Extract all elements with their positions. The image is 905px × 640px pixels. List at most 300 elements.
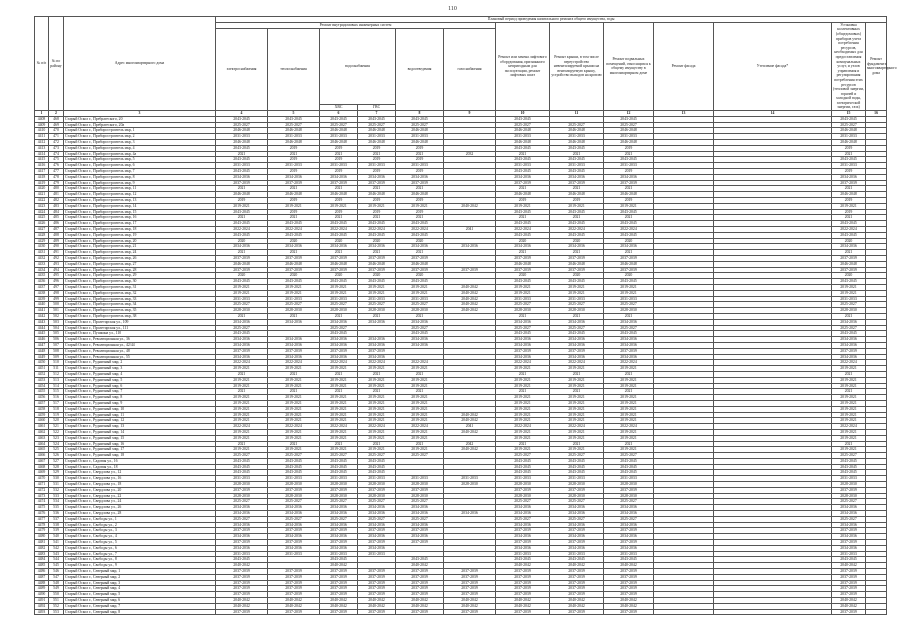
column-number: 7	[358, 111, 396, 117]
period-cell: 2043-2045	[496, 145, 550, 151]
period-cell: 2040-2042	[832, 603, 866, 609]
period-cell: 2025-2027	[396, 453, 444, 459]
address-cell: Старый Оскол г., Свободы ул., 7	[64, 551, 216, 557]
period-cell: 2040-2042	[444, 598, 496, 604]
period-cell: 2031-2033	[358, 551, 396, 557]
period-cell: 2037-2039	[358, 609, 396, 615]
period-cell: 2025-2027	[268, 516, 320, 522]
region-number: 495	[49, 273, 64, 279]
period-cell: 2025-2027	[268, 453, 320, 459]
period-cell: 2019-2021	[216, 400, 268, 406]
period-cell: 2021	[268, 313, 320, 319]
row-number: 4450	[35, 360, 49, 366]
row-number: 4472	[35, 487, 49, 493]
period-cell: 2043-2045	[396, 557, 444, 563]
period-cell: 2019-2021	[358, 203, 396, 209]
period-cell: 2037-2039	[358, 586, 396, 592]
period-cell: 2020	[358, 273, 396, 279]
period-cell: 2019-2021	[396, 366, 444, 372]
period-cell: 2021	[396, 215, 444, 221]
period-cell: 2043-2045	[832, 464, 866, 470]
period-cell: 2028-2030	[396, 493, 444, 499]
address-cell: Старый Оскол г., Рудничный мкр, 7	[64, 389, 216, 395]
period-cell: 2021	[268, 389, 320, 395]
period-cell: 2043-2045	[216, 557, 268, 563]
period-cell: 2022-2024	[396, 360, 444, 366]
address-cell: Старый Оскол г., Приборостроитель мкр, 20	[64, 238, 216, 244]
period-cell: 2019-2021	[216, 290, 268, 296]
period-cell: 2019-2021	[320, 366, 358, 372]
period-cell: 2019-2021	[496, 366, 550, 372]
period-cell: 2021	[358, 250, 396, 256]
period-cell: 2021	[216, 215, 268, 221]
region-number: 520	[49, 418, 64, 424]
period-cell: 2019-2021	[496, 435, 550, 441]
row-number: 4420	[35, 186, 49, 192]
hot-water-header: ГВС	[358, 105, 396, 111]
address-cell: Старый Оскол г., Северный мкр, 6	[64, 598, 216, 604]
period-cell: 2021	[358, 441, 396, 447]
region-number: 477	[49, 169, 64, 175]
row-number: 4459	[35, 412, 49, 418]
address-cell: Старый Оскол г., Пребрагеского, 20	[64, 116, 216, 122]
period-cell: 2019-2021	[550, 418, 604, 424]
period-cell: 2028-2030	[268, 482, 320, 488]
row-number: 4482	[35, 545, 49, 551]
period-cell: 2019-2021	[604, 406, 654, 412]
period-cell: 2037-2039	[396, 574, 444, 580]
region-number: 478	[49, 174, 64, 180]
period-cell: 2019-2021	[396, 383, 444, 389]
address-cell: Старый Оскол г., Рудничный мкр, 18	[64, 453, 216, 459]
period-cell: 2043-2045	[268, 470, 320, 476]
period-cell: 2037-2039	[832, 609, 866, 615]
address-cell: Старый Оскол г., Приборостроитель мкр, 31	[64, 284, 216, 290]
period-cell: 2022-2024	[832, 227, 866, 233]
row-number: 4475	[35, 505, 49, 511]
period-cell: 2031-2033	[396, 163, 444, 169]
address-cell: Старый Оскол г., Приборостроитель мкр, 6	[64, 163, 216, 169]
address-cell: Старый Оскол г., Приборостроитель мкр, 21	[64, 244, 216, 250]
period-cell: 2019-2021	[358, 284, 396, 290]
period-cell: 2020	[396, 273, 444, 279]
region-number: 481	[49, 192, 64, 198]
period-cell: 2037-2039	[832, 592, 866, 598]
period-cell: 2043-2045	[550, 279, 604, 285]
row-number: 4408	[35, 116, 49, 122]
row-number: 4471	[35, 482, 49, 488]
period-cell: 2043-2045	[320, 279, 358, 285]
period-cell: 2037-2039	[216, 180, 268, 186]
period-cell: 2043-2045	[396, 279, 444, 285]
row-number: 4493	[35, 609, 49, 615]
period-cell: 2043-2045	[320, 331, 358, 337]
period-cell: 2043-2045	[358, 232, 396, 238]
period-cell: 2019-2021	[832, 203, 866, 209]
period-cell: 2031-2033	[268, 296, 320, 302]
period-cell: 2028-2030	[396, 482, 444, 488]
period-cell: 2037-2039	[496, 592, 550, 598]
period-cell: 2019-2021	[320, 412, 358, 418]
period-cell: 2019	[268, 157, 320, 163]
period-cell: 2019-2021	[550, 395, 604, 401]
row-number: 4463	[35, 435, 49, 441]
period-cell: 2025-2027	[832, 453, 866, 459]
period-cell: 2019-2021	[604, 395, 654, 401]
period-cell: 2028-2030	[496, 308, 550, 314]
row-number: 4440	[35, 302, 49, 308]
period-cell: 2043-2045	[604, 209, 654, 215]
period-cell: 2034-2036	[396, 174, 444, 180]
period-cell: 2034-2036	[832, 337, 866, 343]
period-cell: 2034-2036	[396, 511, 444, 517]
period-cell: 2021	[268, 186, 320, 192]
period-cell: 2031-2033	[320, 296, 358, 302]
period-cell: 2021	[358, 389, 396, 395]
region-number: 544	[49, 557, 64, 563]
row-number: 4416	[35, 163, 49, 169]
row-number: 4487	[35, 574, 49, 580]
period-cell: 2034-2036	[550, 505, 604, 511]
address-cell: Старый Оскол г., Приборостроитель мкр, 4а	[64, 151, 216, 157]
period-cell: 2037-2039	[320, 267, 358, 273]
period-cell: 2019-2021	[832, 400, 866, 406]
region-number: 497	[49, 284, 64, 290]
period-cell: 2043-2045	[496, 221, 550, 227]
period-cell: 2037-2039	[268, 267, 320, 273]
period-cell: 2043-2045	[496, 331, 550, 337]
period-cell: 2043-2045	[216, 232, 268, 238]
period-cell: 2034-2036	[604, 319, 654, 325]
period-cell: 2021	[320, 186, 358, 192]
period-cell: 2028-2030	[216, 493, 268, 499]
address-cell: Старый Оскол г., Рудничный мкр, 15	[64, 435, 216, 441]
period-cell: 2022-2024	[832, 360, 866, 366]
period-cell: 2019-2021	[216, 429, 268, 435]
region-number: 528	[49, 464, 64, 470]
period-cell: 2037-2039	[496, 574, 550, 580]
region-number: 498	[49, 290, 64, 296]
region-number: 533	[49, 493, 64, 499]
period-cell: 2019-2021	[358, 447, 396, 453]
region-number: 521	[49, 424, 64, 430]
region-number: 475	[49, 157, 64, 163]
period-cell: 2031-2033	[496, 476, 550, 482]
period-cell: 2019-2021	[832, 383, 866, 389]
period-cell: 2019-2021	[496, 406, 550, 412]
period-cell: 2040-2042	[444, 418, 496, 424]
period-cell: 2043-2045	[320, 232, 358, 238]
period-cell: 2046-2048	[358, 140, 396, 146]
period-cell: 2043-2045	[832, 232, 866, 238]
period-cell: 2025-2027	[216, 325, 268, 331]
period-cell: 2025-2027	[396, 325, 444, 331]
period-cell: 2037-2039	[550, 180, 604, 186]
period-cell: 2037-2039	[396, 592, 444, 598]
col-region-no-header: № по району	[49, 17, 64, 111]
period-cell: 2021	[320, 441, 358, 447]
region-number: 510	[49, 360, 64, 366]
period-cell: 2043-2045	[496, 557, 550, 563]
period-cell: 2043-2045	[216, 331, 268, 337]
address-cell: Старый Оскол г., Рудничный мкр, 8	[64, 395, 216, 401]
period-cell: 2019-2021	[550, 383, 604, 389]
period-cell: 2025-2027	[396, 122, 444, 128]
period-cell: 2028-2030	[832, 308, 866, 314]
period-cell: 2031-2033	[832, 296, 866, 302]
period-cell: 2019	[320, 198, 358, 204]
period-cell: 2025-2027	[268, 122, 320, 128]
period-cell: 2034-2036	[358, 319, 396, 325]
period-cell: 2019-2021	[604, 412, 654, 418]
period-cell: 2020	[604, 238, 654, 244]
row-number: 4424	[35, 209, 49, 215]
period-cell: 2040-2042	[358, 603, 396, 609]
period-cell: 2037-2039	[604, 267, 654, 273]
period-cell: 2019-2021	[396, 412, 444, 418]
row-number: 4433	[35, 261, 49, 267]
period-cell: 2021	[550, 313, 604, 319]
period-cell: 2019-2021	[320, 377, 358, 383]
column-number: 1	[35, 111, 49, 117]
row-number: 4430	[35, 244, 49, 250]
period-cell: 2021	[604, 371, 654, 377]
period-cell: 2034-2036	[216, 522, 268, 528]
period-cell: 2022-2024	[550, 424, 604, 430]
period-cell: 2025-2027	[832, 499, 866, 505]
period-cell: 2043-2045	[358, 221, 396, 227]
row-number: 4445	[35, 331, 49, 337]
period-cell: 2019-2021	[496, 412, 550, 418]
period-cell: 2019-2021	[496, 284, 550, 290]
period-cell: 2019	[396, 145, 444, 151]
address-cell: Старый Оскол г., Рудничный мкр, 9	[64, 400, 216, 406]
period-cell: 2031-2033	[604, 476, 654, 482]
period-cell: 2025-2027	[604, 325, 654, 331]
period-cell: 2019	[832, 169, 866, 175]
period-cell: 2043-2045	[216, 169, 268, 175]
period-cell: 2021	[216, 441, 268, 447]
region-number: 516	[49, 395, 64, 401]
column-number: 9	[444, 111, 496, 117]
region-number: 476	[49, 163, 64, 169]
period-cell: 2020	[216, 238, 268, 244]
period-cell: 2034-2036	[216, 505, 268, 511]
period-cell: 2034-2036	[320, 545, 358, 551]
period-cell: 2037-2039	[320, 569, 358, 575]
period-cell: 2042	[444, 441, 496, 447]
period-cell: 2020	[832, 238, 866, 244]
period-cell: 2019-2021	[604, 383, 654, 389]
period-cell: 2021	[550, 371, 604, 377]
period-cell: 2034-2036	[268, 505, 320, 511]
address-cell: Старый Оскол г., Рудничный мкр, 12	[64, 418, 216, 424]
period-cell: 2022-2024	[216, 227, 268, 233]
period-cell: 2040-2042	[396, 563, 444, 569]
address-cell: Старый Оскол г., Революционная ул., 42/44	[64, 342, 216, 348]
address-cell: Старый Оскол г., Приборостроитель мкр, 9	[64, 180, 216, 186]
period-cell: 2043-2045	[396, 221, 444, 227]
period-cell: 2021	[216, 250, 268, 256]
region-number: 542	[49, 545, 64, 551]
period-cell: 2019-2021	[320, 203, 358, 209]
row-number: 4451	[35, 366, 49, 372]
period-cell: 2021	[396, 313, 444, 319]
period-cell: 2020	[550, 273, 604, 279]
period-cell: 2037-2039	[358, 540, 396, 546]
period-cell: 2037-2039	[832, 574, 866, 580]
period-cell: 2043-2045	[358, 464, 396, 470]
period-cell: 2028-2030	[216, 482, 268, 488]
period-cell: 2034-2036	[496, 354, 550, 360]
region-number: 541	[49, 540, 64, 546]
period-cell: 2025-2027	[396, 516, 444, 522]
address-cell: Старый Оскол г., Пребрагеского, 20а	[64, 122, 216, 128]
period-cell: 2019-2021	[832, 435, 866, 441]
period-cell: 2034-2036	[604, 511, 654, 517]
column-number: 6	[320, 111, 358, 117]
period-cell: 2019-2021	[832, 366, 866, 372]
period-cell: 2022-2024	[358, 227, 396, 233]
period-cell: 2043-2045	[496, 157, 550, 163]
region-number: 532	[49, 487, 64, 493]
period-cell: 2019	[358, 145, 396, 151]
period-cell: 2031-2033	[496, 296, 550, 302]
period-cell: 2020	[216, 273, 268, 279]
period-cell: 2022-2024	[604, 227, 654, 233]
period-cell: 2025-2027	[604, 302, 654, 308]
period-cell: 2037-2039	[550, 574, 604, 580]
period-cell: 2021	[358, 151, 396, 157]
period-cell: 2034-2036	[216, 337, 268, 343]
period-cell: 2025-2027	[320, 122, 358, 128]
period-cell: 2043-2045	[832, 116, 866, 122]
period-cell: 2034-2036	[604, 337, 654, 343]
region-number: 547	[49, 574, 64, 580]
period-cell: 2025-2027	[358, 516, 396, 522]
region-number: 502	[49, 313, 64, 319]
row-number: 4427	[35, 227, 49, 233]
period-cell: 2043-2045	[268, 464, 320, 470]
period-cell: 2043-2045	[604, 470, 654, 476]
period-cell: 2019-2021	[268, 366, 320, 372]
period-cell: 2022-2024	[320, 424, 358, 430]
period-cell: 2022-2024	[320, 227, 358, 233]
period-cell: 2025-2027	[604, 516, 654, 522]
period-cell: 2031-2033	[268, 551, 320, 557]
period-cell: 2043-2045	[550, 470, 604, 476]
period-cell: 2021	[320, 215, 358, 221]
period-cell: 2043-2045	[320, 470, 358, 476]
region-number: 488	[49, 232, 64, 238]
period-cell: 2034-2036	[216, 174, 268, 180]
period-cell: 2025-2027	[550, 516, 604, 522]
period-cell: 2037-2039	[268, 540, 320, 546]
period-cell: 2037-2039	[216, 540, 268, 546]
period-cell: 2037-2039	[320, 528, 358, 534]
region-number: 530	[49, 476, 64, 482]
period-cell: 2031-2033	[550, 551, 604, 557]
period-cell: 2021	[496, 313, 550, 319]
period-cell: 2046-2048	[550, 192, 604, 198]
period-cell: 2019-2021	[268, 412, 320, 418]
period-cell: 2019	[604, 198, 654, 204]
row-number: 4417	[35, 169, 49, 175]
row-number: 4469	[35, 470, 49, 476]
period-cell: 2037-2039	[550, 580, 604, 586]
row-number: 4486	[35, 569, 49, 575]
period-cell: 2031-2033	[832, 551, 866, 557]
row-number: 4461	[35, 424, 49, 430]
period-cell: 2021	[320, 250, 358, 256]
period-cell: 2043-2045	[604, 464, 654, 470]
period-cell: 2037-2039	[496, 528, 550, 534]
period-cell: 2034-2036	[604, 354, 654, 360]
period-cell: 2046-2048	[268, 192, 320, 198]
period-cell: 2034-2036	[358, 522, 396, 528]
period-cell: 2019-2021	[496, 377, 550, 383]
row-number: 4489	[35, 586, 49, 592]
period-cell: 2040-2042	[496, 563, 550, 569]
row-number: 4453	[35, 377, 49, 383]
address-cell: Старый Оскол г., Свердлова ул., 16	[64, 476, 216, 482]
period-cell: 2037-2039	[550, 267, 604, 273]
period-cell: 2019-2021	[358, 366, 396, 372]
period-cell: 2031-2033	[604, 296, 654, 302]
period-cell: 2019	[320, 169, 358, 175]
period-cell: 2043-2045	[268, 458, 320, 464]
period-cell: 2025-2027	[216, 516, 268, 522]
period-cell: 2037-2039	[268, 528, 320, 534]
period-cell: 2019-2021	[268, 429, 320, 435]
period-cell: 2040-2042	[320, 563, 358, 569]
period-cell: 2020	[268, 273, 320, 279]
period-cell: 2037-2039	[396, 267, 444, 273]
drainage-header: водоотведения	[396, 28, 444, 110]
period-cell: 2028-2030	[550, 493, 604, 499]
row-number: 4423	[35, 203, 49, 209]
row-number: 4462	[35, 429, 49, 435]
period-cell: 2034-2036	[358, 354, 396, 360]
period-cell: 2019-2021	[604, 429, 654, 435]
period-cell: 2021	[396, 186, 444, 192]
period-cell: 2022-2024	[268, 227, 320, 233]
period-cell: 2022-2024	[358, 360, 396, 366]
address-cell: Старый Оскол г., Рудничный мкр, 2	[64, 360, 216, 366]
region-number: 548	[49, 580, 64, 586]
period-cell: 2046-2048	[832, 192, 866, 198]
period-cell: 2031-2033	[832, 163, 866, 169]
period-cell: 2037-2039	[444, 267, 496, 273]
period-cell: 2043-2045	[832, 221, 866, 227]
period-cell: 2034-2036	[268, 337, 320, 343]
period-cell: 2046-2048	[396, 261, 444, 267]
period-cell: 2037-2039	[396, 580, 444, 586]
region-number: 491	[49, 250, 64, 256]
period-cell: 2037-2039	[268, 574, 320, 580]
period-cell: 2043-2045	[216, 470, 268, 476]
period-cell: 2040-2042	[444, 284, 496, 290]
period-cell: 2019-2021	[496, 395, 550, 401]
row-number: 4466	[35, 453, 49, 459]
region-number: 515	[49, 389, 64, 395]
region-number: 470	[49, 128, 64, 134]
period-cell: 2021	[550, 151, 604, 157]
period-cell: 2028-2030	[358, 493, 396, 499]
period-cell: 2019-2021	[268, 395, 320, 401]
period-cell: 2019	[358, 157, 396, 163]
address-cell: Старый Оскол г., Северный мкр, 4	[64, 586, 216, 592]
